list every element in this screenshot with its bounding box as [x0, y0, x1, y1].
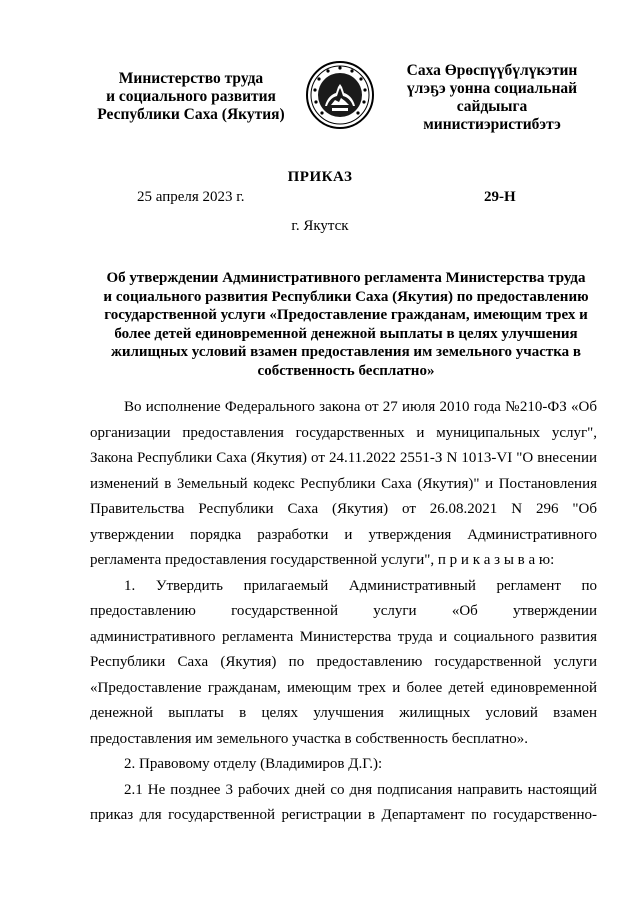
body-line: административного регламента Министерства труда и социального развития [90, 628, 597, 645]
body-line: «Предоставление гражданам, имеющим трех и более детей единовременной [90, 679, 597, 696]
body-line: Республики Саха (Якутия) по предоставлению государственной услуги [90, 654, 597, 670]
body-line: 2. Правовому отделу (Владимиров Д.Г.): [124, 756, 383, 772]
body-paragraph [90, 395, 597, 574]
subject-line: Об утверждении Административного регламента Министерства труда [106, 270, 586, 286]
body-line: 1. Утвердить прилагаемый Административный регламент по [124, 577, 597, 594]
ministry-name-line: Республики Саха (Якутия) [97, 106, 285, 123]
ministry-name-russian [86, 70, 296, 124]
ministry-name-line: Саха Өрөспүүбүлүкэтин [406, 62, 578, 79]
body-line: регламента предоставления государственной услуги", п р и к а з ы в а ю: [90, 552, 555, 568]
body-line: денежной выплаты в целях улучшения жилищных условий взамен [90, 705, 597, 721]
subject-line: более детей единовременной денежной выплаты в целях улучшения [114, 325, 578, 342]
body-line: Правительства Республики Саха (Якутия) от 26.08.2021 N 296 "Об [90, 501, 597, 517]
order-number: 29-Н [484, 189, 516, 205]
ministry-name-line: министиэристибэтэ [423, 116, 561, 133]
order-subject [96, 269, 596, 381]
subject-line: жилищных условий взамен предоставления им земельного участка в [110, 344, 582, 361]
ministry-name-line: и социального развития [106, 88, 276, 105]
document-title: ПРИКАЗ [287, 169, 353, 185]
body-paragraph [90, 778, 597, 829]
body-line: организации предоставления государственных и муниципальных услуг", [90, 424, 597, 441]
body-line: изменений в Земельный кодекс Республики Саха (Якутия)" и Постановления [90, 475, 597, 492]
sakha-republic-coat-of-arms-icon [305, 60, 375, 130]
body-line: предоставления им земельного участка в собственность бесплатно». [90, 730, 529, 747]
subject-line: государственной услуги «Предоставление гражданам, имеющим трех и [104, 307, 588, 324]
body-line: Закона Республики Саха (Якутия) от 24.11.2022 2551-З N 1013-VI "О внесении [90, 450, 597, 466]
order-date: 25 апреля 2023 г. [137, 189, 245, 205]
ministry-name-line: үлэҕэ уонна социальнай [406, 80, 578, 97]
subject-line: и социального развития Республики Саха (Якутия) по предоставлению [103, 288, 589, 305]
body-paragraph [90, 574, 597, 753]
order-city: г. Якутск [291, 218, 349, 234]
body-line: 2.1 Не позднее 3 рабочих дней со дня подписания направить настоящий [124, 781, 597, 798]
body-line: предоставлению государственной услуги «Об утверждении [90, 603, 597, 619]
subject-line: собственность бесплатно» [257, 362, 435, 379]
body-line: Во исполнение Федерального закона от 27 июля 2010 года №210-ФЗ «Об [124, 399, 597, 415]
ministry-name-line: Министерство труда [118, 70, 264, 87]
ministry-name-line: сайдыыга [456, 98, 528, 115]
body-line: приказ для государственной регистрации в Департамент по государственно- [90, 807, 597, 823]
body-paragraph [90, 752, 597, 778]
body-line: утверждении порядка разработки и утверждения Административного [90, 526, 597, 543]
ministry-name-sakha [398, 62, 586, 134]
document-body [90, 395, 597, 829]
